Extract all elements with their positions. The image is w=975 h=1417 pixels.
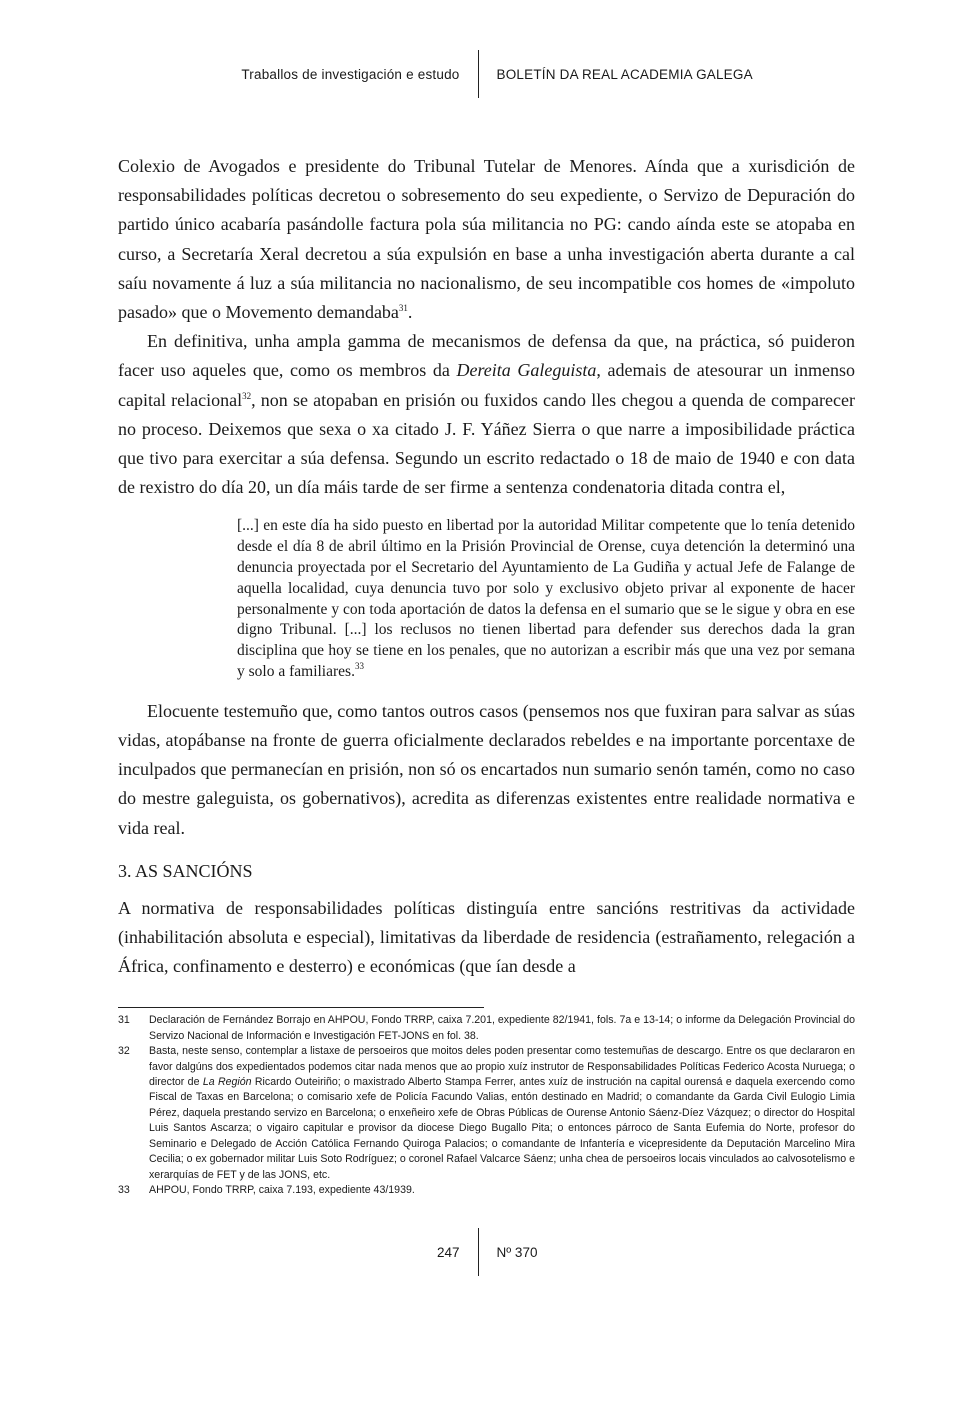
footnote-ref-33[interactable]: 33	[354, 661, 364, 672]
body-text-middle	[118, 697, 855, 843]
paragraph-2: En definitiva, unha ampla gamma de mecanismos de defensa da que, na práctica, só puideron facer uso aqueles que, como os membros da Dereita Galeguista, ademais de atesourar un inmenso capital relacional$^{32}$, non se atopaban en prisión ou fuxidos cando lles chegou a quenda de comparecer no proceso. Deixemos que sexa o xa citado J. F. Yáñez Sierra o que narre a imposibilidade práctica que tivo para exercitar a súa defensa. Segundo un escrito redactado o 18 de maio de 1940 e con data de rexistro do día 20, un día máis tarde de ser firme a sentenza condenatoria ditada contra el,	[118, 331, 856, 498]
page-footer	[0, 1228, 975, 1316]
footnote-rule	[118, 1007, 484, 1008]
running-header-journal: BOLETÍN DA REAL ACADEMIA GALEGA	[496, 66, 753, 82]
body-text-top	[118, 152, 855, 502]
footnote-33: 33 AHPOU, Fondo TRRP, caixa 7.193, expediente 43/1939.	[118, 1183, 415, 1196]
issue-number: Nº 370	[496, 1244, 538, 1260]
paragraph-3: Elocuente testemuño que, como tantos outros casos (pensemos nos que fuxiran para salvar as súas vidas, atopábanse na fronte de guerra oficialmente declarados rebeldes e na importante porcentaxe de inculpados que permanecían en prisión, non só os encartados nun sumario senón tamén, como no caso do mestre galeguista, os gobernativos), acredita as diferenzas existentes entre realidade normativa e vida real.	[118, 700, 855, 838]
block-quote: [...] en este día ha sido puesto en libertad por la autoridad Militar competente que lo tenía detenido desde el día 8 de abril último en la Prisión Provincial de Orense, cuya detención la determinó una denuncia proyectada por el Secretario del Ayuntamiento de La Gudiña y actual Jefe de Falange de aquella localidad, cuya denuncia tuvo por solo y exclusivo objeto privar al exponente de hacer personalmente y con toda aportación de datos la defensa en el sumario que se le sigue y obra en ese digno Tribunal. [...] los reclusos no tienen libertad para defender sus derechos dada la gran disciplina que hoy se tiene en los penales, que no autorizan a escribir más que una vez por semana y solo a familiares.$^{33}$	[237, 517, 855, 681]
paragraph-4: A normativa de responsabilidades políticas distinguía entre sancións restritivas da actividade (inhabilitación absoluta e especial), limitativas da liberdade de residencia (estrañamento, relegación a África, confinamento e desterro) e económicas (que ían desde a	[118, 897, 855, 977]
running-header	[0, 0, 975, 98]
section-heading: 3. AS SANCIÓNS	[118, 860, 253, 881]
running-header-section: Traballos de investigación e estudo	[241, 66, 460, 82]
footnote-32: 32 Basta, neste senso, contemplar a listaxe de persoeiros que moitos deles poden presentar como testemuñas de descargo. Entre os que declararon en favor dalgúns dos expedientados podemos citar nada menos que ao propio xuíz instrutor de Responsabilidades Políticas Federico Acosta Nuruega; o director de La Región Ricardo Outeiriño; o maxistrado Alberto Stampa Ferrer, antes xuíz de instrución na capital ourensá e daquela exercendo como Fiscal de Taxas en Barcelona; o comisario xefe de Policía Facundo Valias, entón destinado en Madrid; o comandante da Garda Civil Eulogio Limia Pérez, daquela prestando servizo en Barcelona; o enxeñeiro xefe de Obras Públicas de Ourense Antonio Sáenz-Díez Vázquez; o director do Hospital Luis Santos Ascarza; o vigairo capitular e provisor da diocese Diego Bugallo Pita; o entonces párroco de Santa Eufemia do Norte, profesor do Seminario e Delegado de Acción Católica Fernando Quiroga Palacios; o comandante de Infantería e vicepresidente da Deputación Marcelino Mira Cecilia; o ex gobernador militar Luis Soto Rodríguez; o coronel Rafael Valcarce Sáenz; unha chea de persoeiros locais vinculados ao calvosotelismo e xerarquías de FET y de las JONS, etc.	[118, 1045, 855, 1181]
main-content	[118, 152, 855, 1198]
footnote-31: 31 Declaración de Fernández Borrajo en AHPOU, Fondo TRRP, caixa 7.201, expediente 82/1941, fols. 7a e 13-14; o informe da Delegación Provincial do Servizo Nacional de Información e Investigación FET-JONS en fol. 38.	[118, 1014, 855, 1042]
footnotes	[118, 1013, 855, 1198]
page-number: 247	[436, 1244, 460, 1260]
footnote-ref-32[interactable]: 32	[242, 390, 252, 401]
body-text-bottom	[118, 894, 855, 982]
footnote-ref-31[interactable]: 31	[398, 303, 408, 314]
paragraph-1: Colexio de Avogados e presidente do Tribunal Tutelar de Menores. Aínda que a xurisdición de responsabilidades políticas decretou o sobresemento do seu expediente, o Servizo de Depuración do partido único acabaría pasándolle factura pola súa militancia no PG: cando aínda este se atopaba en curso, a Secretaría Xeral decretou a súa expulsión en base a unha investigación aberta durante a cal saíu novamente á luz a súa militancia no nacionalismo, de seu incompatible cos homes de «impoluto pasado» que o Movemento demandaba$^{31}$.	[118, 156, 855, 323]
